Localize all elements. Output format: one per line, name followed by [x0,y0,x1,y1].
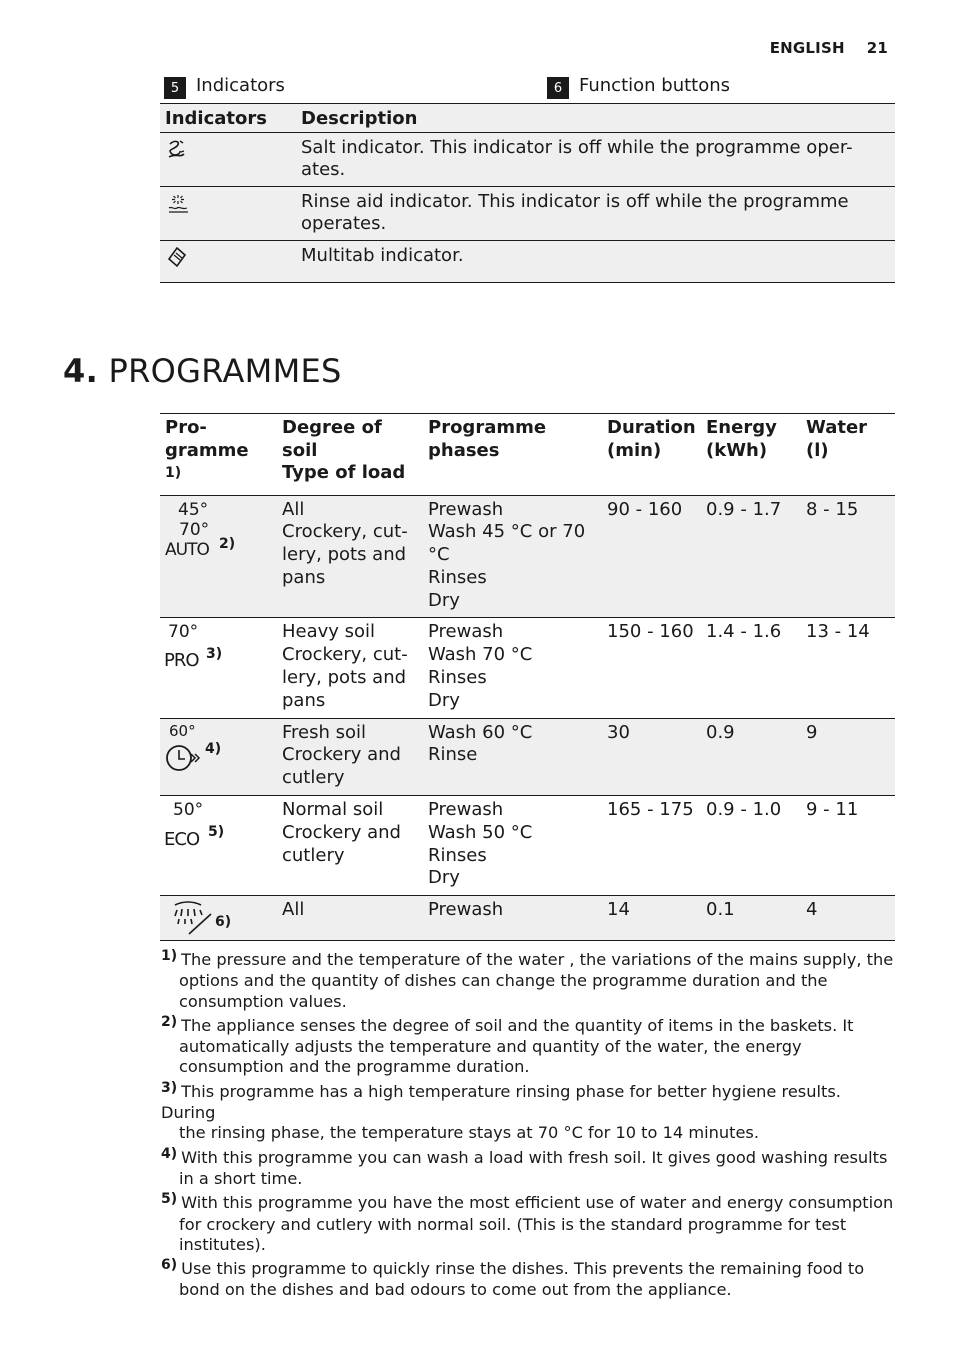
footnote-text: This programme has a high temperature rinsing phase for better hygiene results. During [161,1081,841,1123]
section-title [63,352,342,390]
footnote-text: institutes). [179,1234,266,1254]
cell-line: Crockery, cut- [282,644,408,666]
programme-symbol-cell [160,896,277,941]
header-line: Degree of [282,417,382,438]
footnote-number: 3) [161,1079,178,1096]
table-row [160,187,895,241]
column-header: Description [296,104,895,133]
cell-line: Heavy soil [282,621,376,643]
programmes-table [160,413,895,941]
header-line: soil [282,439,318,461]
soil-cell [277,618,423,718]
footnote-item [161,1013,895,1078]
table-row [160,718,895,795]
cell-line: Rinses [428,844,487,866]
cell-line: Wash 60 °C [428,721,533,743]
footnote-ref: 5) [208,824,225,841]
footnote-number: 4) [161,1145,178,1162]
table-header-row [160,414,895,496]
pro-programme-symbol [165,621,272,681]
clock-fast-icon [165,744,203,779]
soil-cell [277,896,423,941]
energy-cell: 1.4 - 1.6 [701,618,801,718]
energy-cell: 0.9 [701,718,801,795]
cell-line: Wash 45 °C or 70 [428,521,586,543]
table-row [160,618,895,718]
table-header-row [160,104,895,133]
description-line: Salt indicator. This indicator is off while the programme oper- [301,137,853,158]
footnote-text: the rinsing phase, the temperature stays at 70 °C for 10 to 14 minutes. [179,1123,759,1143]
footnote-number: 6) [161,1257,178,1274]
cell-line: Wash 70 °C [428,644,533,666]
description-cell [296,241,895,283]
footnote-text: automatically adjusts the temperature and quantity of the water, the energy [179,1037,802,1057]
water-cell: 8 - 15 [801,495,895,618]
column-header-water [801,414,895,496]
footnote-text: options and the quantity of dishes can change the programme duration and the [179,971,828,991]
cell-line: Rinses [428,566,487,588]
footnote-item [161,1145,895,1190]
ref-number: 5 [164,77,186,99]
cell-line: All [282,899,305,921]
footnote-item [161,1259,895,1301]
cell-line: Prewash [428,498,504,520]
eco-label: ECO [164,829,200,851]
footnote-text: Use this programme to quickly rinse the dishes. This prevents the remaining food to [181,1259,865,1279]
description-line: ates. [301,159,346,180]
cell-line: Fresh soil [282,721,367,743]
page-header [770,39,888,57]
cell-line: lery, pots and [282,667,407,689]
salt-icon [165,147,187,168]
multitab-icon [165,255,189,276]
description-line: Multitab indicator. [301,245,464,266]
cell-line: Dry [428,867,460,889]
water-cell: 4 [801,896,895,941]
footnote-text: for crockery and cutlery with normal soil. (This is the standard programme for test [179,1214,847,1234]
cell-line: cutlery [282,844,345,866]
page-number: 21 [866,39,888,57]
quick-programme-symbol [165,722,272,772]
column-header-programme [160,414,277,496]
footnote-item [161,1079,895,1144]
energy-cell: 0.9 - 1.7 [701,495,801,618]
footnote-number: 1) [161,948,178,964]
table-row [160,241,895,283]
header-language: ENGLISH [769,39,845,57]
description-line: Rinse aid indicator. This indicator is off while the programme [301,191,849,212]
cell-line: Dry [428,689,460,711]
header-line: Water [806,417,868,438]
eco-programme-symbol [165,799,272,859]
cell-line: °C [428,544,450,566]
rinse-hold-icon [167,901,215,944]
duration-cell: 14 [602,896,701,941]
footnote-item [161,950,895,1012]
column-header-duration [602,414,701,496]
column-header-energy [701,414,801,496]
table-row [160,133,895,187]
ref-label: Indicators [196,74,285,96]
cell-line: cutlery [282,767,345,789]
cell-line: Dry [428,589,460,611]
rinse-programme-symbol [165,899,272,935]
water-cell: 9 - 11 [801,796,895,896]
footnote-text: in a short time. [179,1168,303,1188]
description-line: operates. [301,213,387,234]
phases-cell [423,796,602,896]
temp-label: 70° [179,519,210,540]
cell-line: Prewash [428,799,504,821]
rinse-aid-icon [165,201,191,222]
soil-cell [277,796,423,896]
column-header: Indicators [160,104,296,133]
footnote-ref: 3) [206,646,223,663]
pro-label: PRO [164,650,199,672]
cell-line: Crockery and [282,821,401,843]
temp-label: 70° [168,622,199,643]
header-line: gramme [165,439,249,461]
phases-cell [423,618,602,718]
phases-cell [423,896,602,941]
cell-line: All [282,498,305,520]
footnote-text: bond on the dishes and bad odours to come out from the appliance. [179,1280,732,1300]
cell-line: Rinses [428,667,487,689]
duration-cell: 150 - 160 [602,618,701,718]
table-row [160,896,895,941]
header-line: phases [428,439,500,461]
footnote-number: 2) [161,1013,178,1030]
header-line: Pro- [165,417,207,438]
footnote-text: With this programme you have the most efficient use of water and energy consumption [181,1193,894,1213]
programme-symbol-cell [160,718,277,795]
auto-programme-symbol [165,499,272,569]
cell-line: pans [282,566,326,588]
table-row [160,796,895,896]
cell-line: Prewash [428,899,504,921]
footnote-ref: 6) [215,914,232,931]
cell-line: Wash 50 °C [428,821,533,843]
programme-symbol-cell [160,796,277,896]
description-cell [296,133,895,187]
header-line: (l) [806,439,829,461]
indicators-table [160,103,895,283]
section-title-text: PROGRAMMES [108,352,342,390]
cell-line: Normal soil [282,799,384,821]
footnote-text: consumption and the programme duration. [179,1057,530,1077]
header-line: (kWh) [706,439,768,461]
column-header-phases [423,414,602,496]
footnote-ref: 1) [165,465,182,481]
indicator-cell [160,187,296,241]
water-cell: 13 - 14 [801,618,895,718]
phases-cell [423,495,602,618]
auto-label: AUTO [165,539,209,560]
programme-symbol-cell [160,495,277,618]
energy-cell: 0.9 - 1.0 [701,796,801,896]
ref-indicators [164,71,285,99]
header-line: Duration [607,417,696,438]
cell-line: Crockery, cut- [282,521,408,543]
header-line: (min) [607,439,662,461]
footnote-text: The appliance senses the degree of soil and the quantity of items in the baskets. It [181,1015,854,1035]
soil-cell [277,495,423,618]
footnote-text: The pressure and the temperature of the water , the variations of the mains supply, the [181,950,894,969]
header-line: Type of load [282,462,406,483]
temp-label: 60° [169,721,196,740]
header-line: Programme [428,417,547,438]
soil-cell [277,718,423,795]
ref-label: Function buttons [579,74,731,96]
indicator-cell [160,241,296,283]
water-cell: 9 [801,718,895,795]
temp-label: 45° [178,499,209,520]
cell-line: Prewash [428,621,504,643]
footnote-text: consumption values. [179,991,347,1011]
ref-number: 6 [547,77,569,99]
description-cell [296,187,895,241]
duration-cell: 90 - 160 [602,495,701,618]
table-row [160,495,895,618]
programme-symbol-cell [160,618,277,718]
cell-line: lery, pots and [282,544,407,566]
cell-line: pans [282,689,326,711]
footnote-ref: 4) [205,740,222,757]
footnote-ref: 2) [219,535,236,552]
ref-function-buttons [547,71,730,99]
footnote-number: 5) [161,1191,178,1208]
phases-cell [423,718,602,795]
section-number: 4. [63,352,99,390]
footnote-item [161,1193,895,1255]
column-header-soil [277,414,423,496]
cell-line: Crockery and [282,744,401,766]
indicator-cell [160,133,296,187]
footnote-text: With this programme you can wash a load with fresh soil. It gives good washing results [181,1147,888,1167]
duration-cell: 30 [602,718,701,795]
temp-label: 50° [173,800,204,821]
footnotes [161,950,895,1305]
header-line: Energy [706,417,777,438]
cell-line: Rinse [428,744,478,766]
energy-cell: 0.1 [701,896,801,941]
duration-cell: 165 - 175 [602,796,701,896]
